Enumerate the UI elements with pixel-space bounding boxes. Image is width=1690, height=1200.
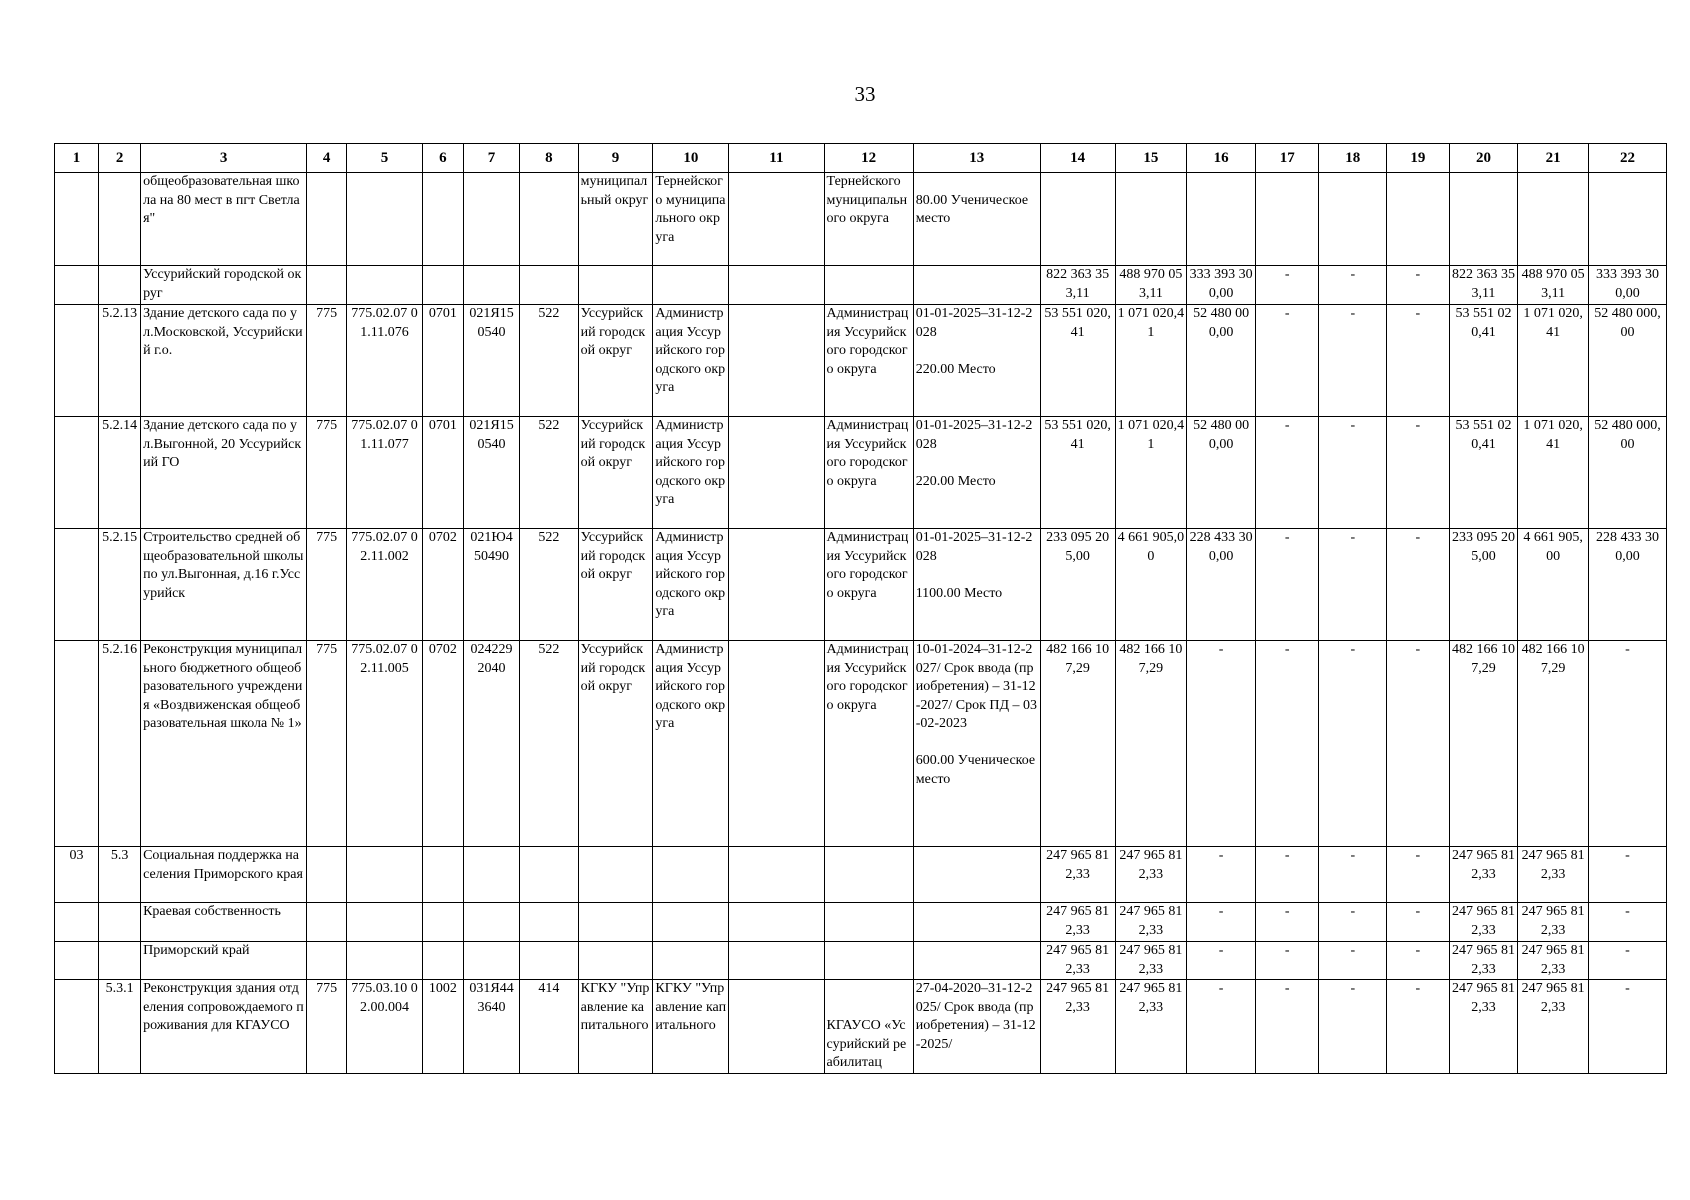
table-cell-col-9: КГКУ "Управление капитального	[578, 980, 653, 1074]
table-cell-col-2: 5.3	[99, 847, 141, 903]
table-cell-col-7	[463, 942, 519, 980]
table-cell-col-1	[55, 980, 99, 1074]
table-cell-col-19: -	[1387, 641, 1450, 847]
table-row	[55, 305, 1667, 417]
table-cell-col-7: 021Ю4 50490	[463, 529, 519, 641]
table-cell-col-21: 247 965 812,33	[1518, 903, 1589, 942]
table-cell-col-20: 822 363 353,11	[1449, 266, 1518, 305]
table-cell-col-1	[55, 305, 99, 417]
table-cell-col-1: 03	[55, 847, 99, 903]
table-cell-col-3: Краевая собственность	[141, 903, 307, 942]
column-header-16: 16	[1187, 144, 1256, 173]
table-cell-col-8	[520, 942, 578, 980]
table-cell-col-10: Тернейского муниципального округа	[653, 173, 729, 266]
table-cell-col-9	[578, 942, 653, 980]
table-cell-col-9: Уссурийский городской округ	[578, 641, 653, 847]
column-header-11: 11	[729, 144, 824, 173]
table-cell-col-9: муниципальный округ	[578, 173, 653, 266]
table-cell-col-15: 247 965 812,33	[1115, 903, 1187, 942]
table-cell-col-19: -	[1387, 417, 1450, 529]
table-cell-col-16	[1187, 173, 1256, 266]
table-cell-col-9	[578, 847, 653, 903]
table-cell-col-18	[1319, 173, 1387, 266]
budget-table	[54, 143, 1667, 1074]
table-cell-col-1	[55, 266, 99, 305]
table-cell-col-13	[913, 942, 1040, 980]
table-cell-col-19: -	[1387, 903, 1450, 942]
table-cell-col-10: Администрация Уссурийского городского округа	[653, 305, 729, 417]
table-cell-col-9: Уссурийский городской округ	[578, 417, 653, 529]
table-cell-col-22: -	[1588, 847, 1666, 903]
table-cell-col-2: 5.2.14	[99, 417, 141, 529]
table-cell-col-16: 228 433 300,00	[1187, 529, 1256, 641]
table-cell-col-12: Администрация Уссурийского городского округа	[824, 641, 913, 847]
table-cell-col-3: Здание детского сада по ул.Выгонной, 20 Уссурийский ГО	[141, 417, 307, 529]
column-header-8: 8	[520, 144, 578, 173]
table-cell-col-5: 775.02.07 01.11.077	[347, 417, 423, 529]
table-cell-col-11	[729, 529, 824, 641]
table-cell-col-18: -	[1319, 417, 1387, 529]
table-row	[55, 942, 1667, 980]
table-cell-col-2	[99, 266, 141, 305]
table-cell-col-14: 247 965 812,33	[1040, 980, 1115, 1074]
table-cell-col-20: 247 965 812,33	[1449, 847, 1518, 903]
table-cell-col-10: Администрация Уссурийского городского округа	[653, 641, 729, 847]
table-cell-col-7	[463, 266, 519, 305]
table-cell-col-13	[913, 903, 1040, 942]
table-cell-col-1	[55, 417, 99, 529]
table-cell-col-15: 488 970 053,11	[1115, 266, 1187, 305]
table-cell-col-18: -	[1319, 942, 1387, 980]
table-cell-col-22: -	[1588, 641, 1666, 847]
column-header-22: 22	[1588, 144, 1666, 173]
table-cell-col-2: 5.2.16	[99, 641, 141, 847]
table-row	[55, 903, 1667, 942]
table-cell-col-8: 522	[520, 641, 578, 847]
table-cell-col-22: -	[1588, 942, 1666, 980]
table-cell-col-19: -	[1387, 980, 1450, 1074]
column-header-10: 10	[653, 144, 729, 173]
table-cell-col-17: -	[1255, 980, 1319, 1074]
table-cell-col-21: 488 970 053,11	[1518, 266, 1589, 305]
table-cell-col-4: 775	[307, 417, 347, 529]
table-cell-col-6	[422, 173, 463, 266]
table-cell-col-12	[824, 847, 913, 903]
table-cell-col-17: -	[1255, 942, 1319, 980]
column-header-6: 6	[422, 144, 463, 173]
table-cell-col-7	[463, 173, 519, 266]
table-cell-col-17: -	[1255, 641, 1319, 847]
table-cell-col-12	[824, 942, 913, 980]
table-cell-col-14: 482 166 107,29	[1040, 641, 1115, 847]
table-cell-col-20: 482 166 107,29	[1449, 641, 1518, 847]
table-cell-col-12: Тернейского муниципального округа	[824, 173, 913, 266]
table-cell-col-4	[307, 266, 347, 305]
table-cell-col-16: -	[1187, 980, 1256, 1074]
table-cell-col-12	[824, 266, 913, 305]
table-cell-col-6	[422, 847, 463, 903]
table-cell-col-21: 247 965 812,33	[1518, 980, 1589, 1074]
table-cell-col-11	[729, 266, 824, 305]
table-cell-col-2: 5.2.13	[99, 305, 141, 417]
table-cell-col-1	[55, 942, 99, 980]
table-cell-col-4: 775	[307, 529, 347, 641]
table-cell-col-12: КГАУСО «Уссурийский реабилитац	[824, 980, 913, 1074]
table-cell-col-16: 52 480 000,00	[1187, 417, 1256, 529]
table-cell-col-13: 01-01-2025–31-12-2028 220.00 Место	[913, 417, 1040, 529]
column-header-5: 5	[347, 144, 423, 173]
table-cell-col-22: 52 480 000,00	[1588, 417, 1666, 529]
table-cell-col-14: 822 363 353,11	[1040, 266, 1115, 305]
table-cell-col-12: Администрация Уссурийского городского округа	[824, 529, 913, 641]
column-header-14: 14	[1040, 144, 1115, 173]
table-cell-col-15: 247 965 812,33	[1115, 942, 1187, 980]
table-cell-col-3: Строительство средней общеобразовательной школы по ул.Выгонная, д.16 г.Уссурийск	[141, 529, 307, 641]
table-row	[55, 417, 1667, 529]
table-cell-col-4: 775	[307, 305, 347, 417]
table-cell-col-5	[347, 266, 423, 305]
table-cell-col-17: -	[1255, 529, 1319, 641]
table-cell-col-18: -	[1319, 847, 1387, 903]
table-cell-col-11	[729, 980, 824, 1074]
table-cell-col-21: 1 071 020,41	[1518, 305, 1589, 417]
table-cell-col-5: 775.02.07 01.11.076	[347, 305, 423, 417]
table-cell-col-13: 80.00 Ученическое место	[913, 173, 1040, 266]
table-cell-col-20: 247 965 812,33	[1449, 980, 1518, 1074]
column-header-3: 3	[141, 144, 307, 173]
table-cell-col-4	[307, 847, 347, 903]
table-cell-col-18: -	[1319, 641, 1387, 847]
table-cell-col-11	[729, 417, 824, 529]
column-header-21: 21	[1518, 144, 1589, 173]
table-cell-col-14: 247 965 812,33	[1040, 847, 1115, 903]
table-cell-col-17: -	[1255, 847, 1319, 903]
table-cell-col-14: 247 965 812,33	[1040, 903, 1115, 942]
table-cell-col-16: 52 480 000,00	[1187, 305, 1256, 417]
table-cell-col-8	[520, 173, 578, 266]
table-cell-col-22: 52 480 000,00	[1588, 305, 1666, 417]
table-cell-col-19: -	[1387, 305, 1450, 417]
table-cell-col-10: Администрация Уссурийского городского округа	[653, 417, 729, 529]
table-cell-col-15: 1 071 020,41	[1115, 417, 1187, 529]
table-cell-col-22	[1588, 173, 1666, 266]
table-cell-col-3: Реконструкция здания отделения сопровождаемого проживания для КГАУСО	[141, 980, 307, 1074]
page-number: 33	[854, 82, 876, 106]
table-cell-col-5	[347, 847, 423, 903]
table-cell-col-20: 233 095 205,00	[1449, 529, 1518, 641]
table-cell-col-6: 0702	[422, 641, 463, 847]
table-cell-col-4: 775	[307, 980, 347, 1074]
table-cell-col-18: -	[1319, 305, 1387, 417]
table-cell-col-14	[1040, 173, 1115, 266]
table-cell-col-3: Уссурийский городской округ	[141, 266, 307, 305]
table-cell-col-1	[55, 173, 99, 266]
column-header-1: 1	[55, 144, 99, 173]
table-cell-col-3: Здание детского сада по ул.Московской, Уссурийский г.о.	[141, 305, 307, 417]
table-cell-col-10	[653, 903, 729, 942]
table-cell-col-7	[463, 903, 519, 942]
table-cell-col-21	[1518, 173, 1589, 266]
table-cell-col-9: Уссурийский городской округ	[578, 305, 653, 417]
table-cell-col-9	[578, 266, 653, 305]
table-cell-col-8: 522	[520, 417, 578, 529]
table-cell-col-5: 775.02.07 02.11.005	[347, 641, 423, 847]
table-cell-col-15: 4 661 905,00	[1115, 529, 1187, 641]
column-header-9: 9	[578, 144, 653, 173]
table-cell-col-5	[347, 903, 423, 942]
table-cell-col-17: -	[1255, 266, 1319, 305]
table-cell-col-2	[99, 942, 141, 980]
table-cell-col-13	[913, 847, 1040, 903]
table-cell-col-13: 27-04-2020–31-12-2025/ Срок ввода (приобретения) – 31-12-2025/	[913, 980, 1040, 1074]
table-cell-col-22: 228 433 300,00	[1588, 529, 1666, 641]
table-cell-col-4	[307, 173, 347, 266]
table-cell-col-16: -	[1187, 847, 1256, 903]
table-cell-col-11	[729, 641, 824, 847]
table-cell-col-21: 247 965 812,33	[1518, 847, 1589, 903]
table-cell-col-6	[422, 942, 463, 980]
table-cell-col-16: -	[1187, 942, 1256, 980]
table-row	[55, 847, 1667, 903]
table-cell-col-14: 53 551 020,41	[1040, 417, 1115, 529]
table-cell-col-3: Социальная поддержка населения Приморского края	[141, 847, 307, 903]
table-cell-col-18: -	[1319, 903, 1387, 942]
table-cell-col-9: Уссурийский городской округ	[578, 529, 653, 641]
table-row	[55, 641, 1667, 847]
table-cell-col-17: -	[1255, 903, 1319, 942]
table-cell-col-14: 233 095 205,00	[1040, 529, 1115, 641]
table-cell-col-13: 01-01-2025–31-12-2028 1100.00 Место	[913, 529, 1040, 641]
table-cell-col-1	[55, 529, 99, 641]
table-cell-col-7: 024229 2040	[463, 641, 519, 847]
table-cell-col-16: -	[1187, 641, 1256, 847]
table-cell-col-22: -	[1588, 903, 1666, 942]
table-cell-col-20: 247 965 812,33	[1449, 942, 1518, 980]
table-cell-col-13	[913, 266, 1040, 305]
table-cell-col-6: 0702	[422, 529, 463, 641]
table-cell-col-11	[729, 305, 824, 417]
column-header-18: 18	[1319, 144, 1387, 173]
header-row	[55, 144, 1667, 173]
table-cell-col-21: 247 965 812,33	[1518, 942, 1589, 980]
table-cell-col-8: 522	[520, 529, 578, 641]
table-cell-col-17: -	[1255, 417, 1319, 529]
table-cell-col-5	[347, 173, 423, 266]
table-cell-col-15	[1115, 173, 1187, 266]
table-cell-col-5	[347, 942, 423, 980]
table-cell-col-10	[653, 847, 729, 903]
table-cell-col-21: 1 071 020,41	[1518, 417, 1589, 529]
table-cell-col-2: 5.3.1	[99, 980, 141, 1074]
table-cell-col-3: Реконструкция муниципального бюджетного общеобразовательного учреждения «Воздвиженская общеобразовательная школа № 1»	[141, 641, 307, 847]
column-header-20: 20	[1449, 144, 1518, 173]
table-cell-col-2	[99, 903, 141, 942]
table-cell-col-15: 247 965 812,33	[1115, 847, 1187, 903]
column-header-13: 13	[913, 144, 1040, 173]
table-cell-col-3: Приморский край	[141, 942, 307, 980]
table-cell-col-10: КГКУ "Управление капитального	[653, 980, 729, 1074]
table-cell-col-11	[729, 173, 824, 266]
table-cell-col-22: 333 393 300,00	[1588, 266, 1666, 305]
table-cell-col-15: 482 166 107,29	[1115, 641, 1187, 847]
column-header-15: 15	[1115, 144, 1187, 173]
table-cell-col-18: -	[1319, 266, 1387, 305]
table-cell-col-11	[729, 942, 824, 980]
table-cell-col-8	[520, 266, 578, 305]
table-cell-col-12: Администрация Уссурийского городского округа	[824, 305, 913, 417]
table-row	[55, 529, 1667, 641]
table-cell-col-8: 414	[520, 980, 578, 1074]
table-row	[55, 266, 1667, 305]
table-cell-col-2: 5.2.15	[99, 529, 141, 641]
column-header-12: 12	[824, 144, 913, 173]
column-header-2: 2	[99, 144, 141, 173]
table-cell-col-6	[422, 266, 463, 305]
table-cell-col-13: 01-01-2025–31-12-2028 220.00 Место	[913, 305, 1040, 417]
table-cell-col-19: -	[1387, 529, 1450, 641]
column-header-7: 7	[463, 144, 519, 173]
table-cell-col-22: -	[1588, 980, 1666, 1074]
table-cell-col-14: 53 551 020,41	[1040, 305, 1115, 417]
table-cell-col-6	[422, 903, 463, 942]
table-row	[55, 173, 1667, 266]
table-cell-col-1	[55, 641, 99, 847]
table-cell-col-21: 482 166 107,29	[1518, 641, 1589, 847]
table-cell-col-11	[729, 847, 824, 903]
table-cell-col-6: 1002	[422, 980, 463, 1074]
table-cell-col-15: 247 965 812,33	[1115, 980, 1187, 1074]
table-cell-col-20	[1449, 173, 1518, 266]
table-cell-col-13: 10-01-2024–31-12-2027/ Срок ввода (приобретения) – 31-12-2027/ Срок ПД – 03-02-2023 600.00 Ученическое место	[913, 641, 1040, 847]
table-cell-col-7	[463, 847, 519, 903]
table-cell-col-20: 53 551 020,41	[1449, 305, 1518, 417]
table-cell-col-8	[520, 847, 578, 903]
table-cell-col-5: 775.03.10 02.00.004	[347, 980, 423, 1074]
table-cell-col-7: 021Я15 0540	[463, 305, 519, 417]
table-cell-col-2	[99, 173, 141, 266]
table-cell-col-8	[520, 903, 578, 942]
table-cell-col-18: -	[1319, 529, 1387, 641]
table-cell-col-20: 53 551 020,41	[1449, 417, 1518, 529]
table-cell-col-7: 021Я15 0540	[463, 417, 519, 529]
table-cell-col-5: 775.02.07 02.11.002	[347, 529, 423, 641]
table-cell-col-15: 1 071 020,41	[1115, 305, 1187, 417]
table-cell-col-19: -	[1387, 847, 1450, 903]
table-cell-col-4	[307, 903, 347, 942]
table-cell-col-4: 775	[307, 641, 347, 847]
table-cell-col-12	[824, 903, 913, 942]
table-cell-col-16: 333 393 300,00	[1187, 266, 1256, 305]
table-cell-col-17: -	[1255, 305, 1319, 417]
table-cell-col-14: 247 965 812,33	[1040, 942, 1115, 980]
table-cell-col-21: 4 661 905,00	[1518, 529, 1589, 641]
table-cell-col-3: общеобразовательная школа на 80 мест в пгт Светлая"	[141, 173, 307, 266]
table-cell-col-7: 031Я44 3640	[463, 980, 519, 1074]
column-header-17: 17	[1255, 144, 1319, 173]
table-cell-col-19	[1387, 173, 1450, 266]
table-cell-col-19: -	[1387, 266, 1450, 305]
table-cell-col-6: 0701	[422, 417, 463, 529]
table-cell-col-9	[578, 903, 653, 942]
table-cell-col-18: -	[1319, 980, 1387, 1074]
table-cell-col-11	[729, 903, 824, 942]
table-row	[55, 980, 1667, 1074]
table-cell-col-10	[653, 942, 729, 980]
table-cell-col-8: 522	[520, 305, 578, 417]
table-cell-col-16: -	[1187, 903, 1256, 942]
table-cell-col-20: 247 965 812,33	[1449, 903, 1518, 942]
column-header-4: 4	[307, 144, 347, 173]
table-cell-col-6: 0701	[422, 305, 463, 417]
column-header-19: 19	[1387, 144, 1450, 173]
table-cell-col-10: Администрация Уссурийского городского округа	[653, 529, 729, 641]
table-cell-col-19: -	[1387, 942, 1450, 980]
table-cell-col-1	[55, 903, 99, 942]
table-cell-col-12: Администрация Уссурийского городского округа	[824, 417, 913, 529]
table-cell-col-17	[1255, 173, 1319, 266]
table-cell-col-4	[307, 942, 347, 980]
table-cell-col-10	[653, 266, 729, 305]
